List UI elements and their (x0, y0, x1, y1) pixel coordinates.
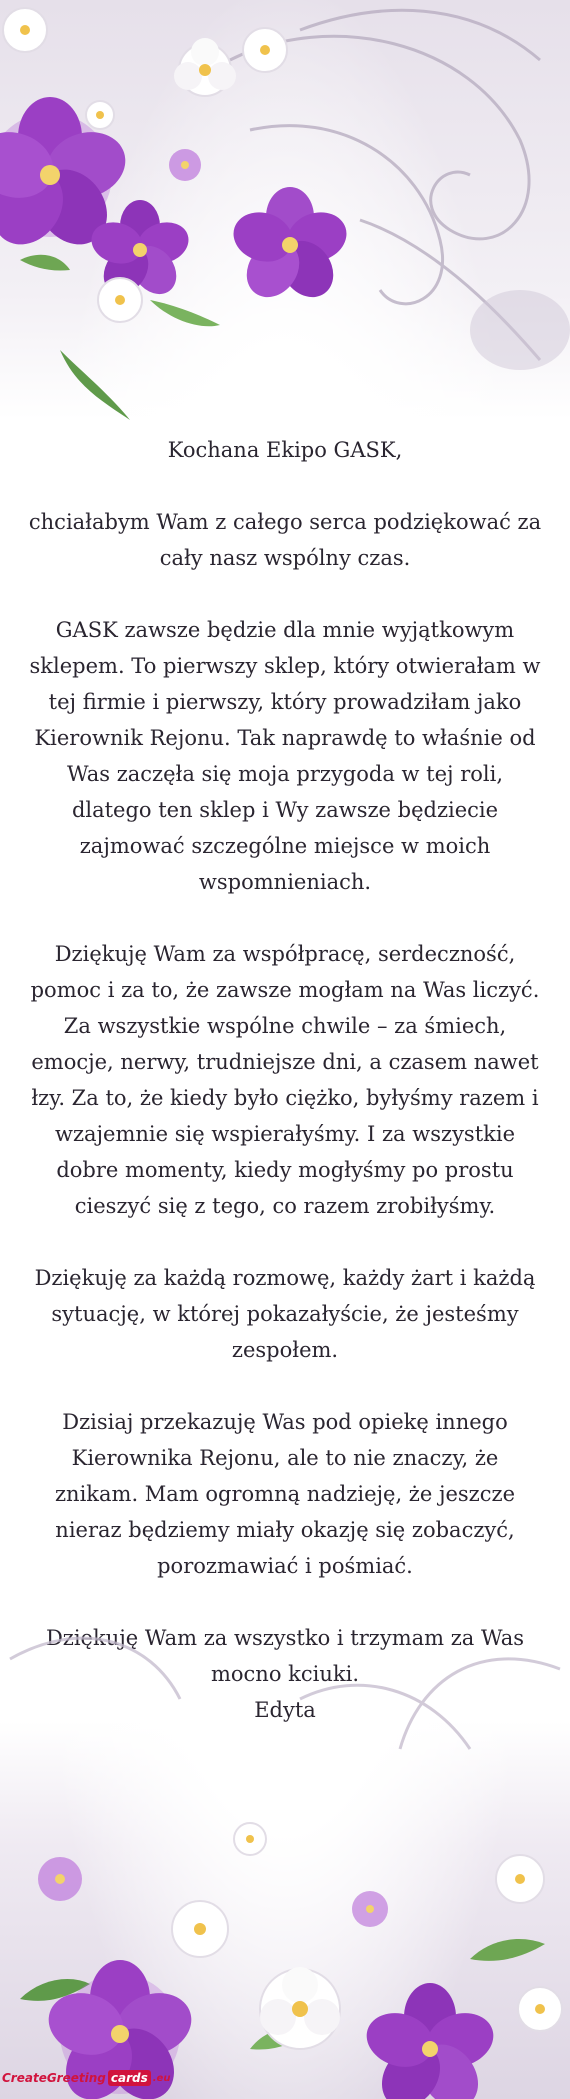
letter-paragraph: Dzisiaj przekazuję Was pod opiekę innego Kierownika Rejonu, ale to nie znaczy, że znikam. Mam ogromną nadzieję, że jeszcze nieraz będziemy miały okazję się zobaczyć, porozmawiać i pośmiać. (54, 1410, 515, 1578)
letter-paragraph: chciałabym Wam z całego serca podziękować za cały nasz wspólny czas. (28, 510, 542, 570)
site-logo[interactable] (2, 2065, 170, 2091)
logo-text-suffix: .eu (152, 2072, 171, 2084)
flower-icon (0, 8, 353, 322)
letter-paragraph: GASK zawsze będzie dla mnie wyjątkowym sklepem. To pierwszy sklep, który otwierałam w tej firmie i pierwszy, który prowadziłam jako Kierownik Rejonu. Tak naprawdę to właśnie od Was zaczęła się moja przygoda w tej roli, dlatego ten sklep i Wy zawsze będziecie zajmować szczególne miejsce w moich wspomnieniach. (29, 618, 541, 894)
logo-text: CreateGreeting (2, 2071, 106, 2085)
flower-icon (38, 1823, 562, 2099)
letter-paragraph: Dziękuję za każdą rozmowę, każdy żart i każdą sytuację, w której pokazałyście, że jesteśmy zespołem. (34, 1266, 536, 1362)
logo-text-badge: cards (108, 2070, 151, 2086)
floral-decoration-top (0, 0, 570, 420)
floral-decoration-bottom (0, 1579, 570, 2099)
letter-paragraph: Dziękuję Wam za współpracę, serdeczność, pomoc i za to, że zawsze mogłam na Was liczyć. Za wszystkie wspólne chwile – za śmiech, emocje, nerwy, trudniejsze dni, a czasem nawet łzy. Za to, że kiedy było ciężko, byłyśmy razem i wzajemnie się wspierałyśmy. I za wszystkie dobre momenty, kiedy mogłyśmy po prostu cieszyć się z tego, co razem zrobiłyśmy. (30, 942, 540, 1218)
letter-paragraph: Dziękuję Wam za wszystko i trzymam za Was mocno kciuki. (45, 1626, 525, 1686)
letter-body (28, 432, 542, 1728)
letter-greeting: Kochana Ekipo GASK, (167, 438, 403, 462)
letter-signature: Edyta (254, 1698, 316, 1722)
